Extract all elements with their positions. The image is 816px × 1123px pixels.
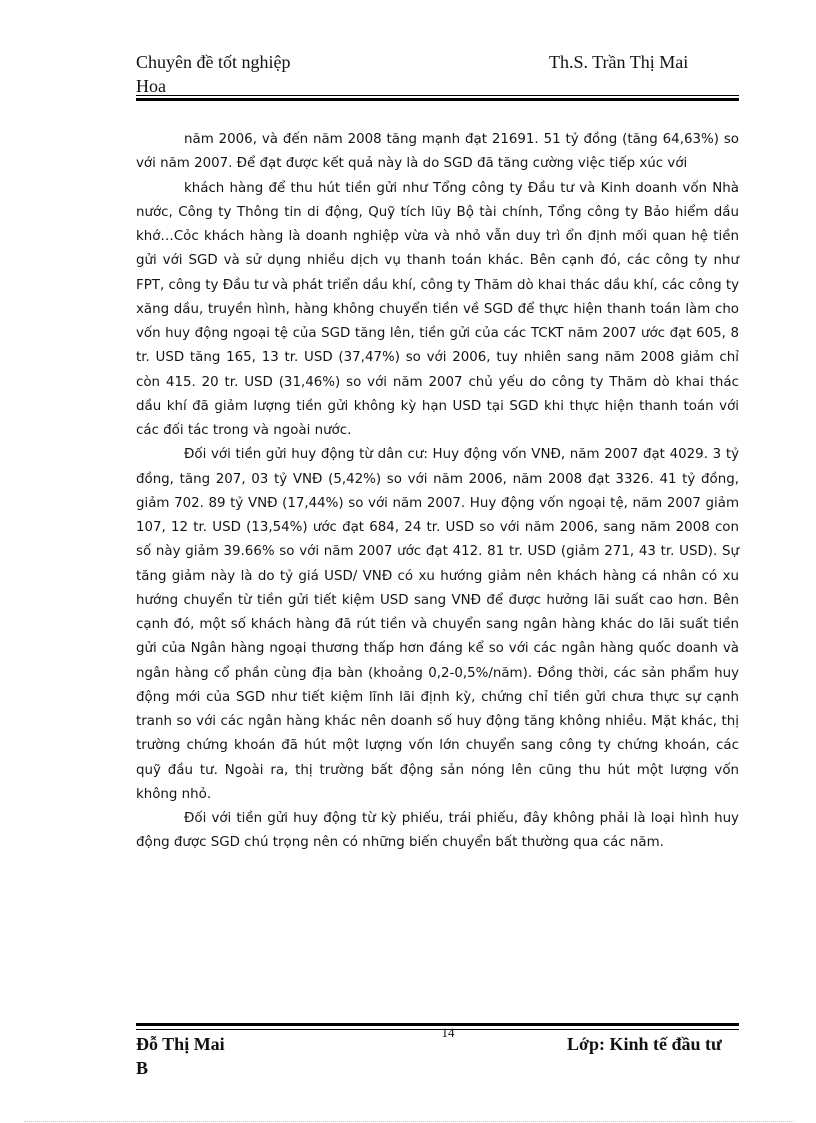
header-rule-thick — [136, 98, 739, 101]
header-title-line2: Hoa — [136, 76, 166, 96]
footer-class: Lớp: Kinh tế đầu tư — [567, 1034, 722, 1054]
page-number: 14 — [441, 1025, 455, 1040]
paragraph-2: khách hàng để thu hút tiền gửi như Tổng công ty Đầu tư và Kinh doanh vốn Nhà nước, Công ty Thông tin di động, Quỹ tích lũy Bộ tài chính, Tổng công ty Bảo hiểm dầu khớ…Cỏc khách hàng là doanh nghiệp vừa và nhỏ vẫn duy trì ổn định mối quan hệ tiền gửi với SGD và sử dụng nhiều dịch vụ thanh toán khác. Bên cạnh đó, các công ty như FPT, công ty Đầu tư và phát triển dầu khí, công ty Thăm dò khai thác dầu khí, các công ty xăng dầu, truyền hình, hàng không chuyển tiền về SGD để thực hiện thanh toán làm cho vốn huy động ngoại tệ của SGD tăng lên, tiền gửi của các TCKT năm 2007 ước đạt 605, 8 tr. USD tăng 165, 13 tr. USD (37,47%) so với 2006, tuy nhiên sang năm 2008 giảm chỉ còn 415. 20 tr. USD (31,46%) so với năm 2007 chủ yếu do công ty Thăm dò khai thác dầu khí đã giảm lượng tiền gửi không kỳ hạn USD tại SGD khi thực hiện thanh toán với các đối tác trong và ngoài nước. — [136, 180, 739, 438]
header-title-line1: Chuyên đề tốt nghiệp — [136, 52, 291, 72]
document-body — [136, 128, 739, 856]
paragraph-3: Đối với tiền gửi huy động từ dân cư: Huy động vốn VNĐ, năm 2007 đạt 4029. 3 tỷ đồng, tăng 207, 03 tỷ VNĐ (5,42%) so với năm 2006, năm 2008 đạt 3326. 41 tỷ đồng, giảm 702. 89 tỷ VNĐ (17,44%) so với năm 2007. Huy động vốn ngoại tệ, năm 2007 giảm 107, 12 tr. USD (13,54%) ước đạt 684, 24 tr. USD so với năm 2006, sang năm 2008 con số này giảm 39.66% so với năm 2007 ước đạt 412. 81 tr. USD (giảm 271, 43 tr. USD). Sự tăng giảm này là do tỷ giá USD/ VNĐ có xu hướng giảm nên khách hàng cá nhân có xu hướng chuyển từ tiền gửi tiết kiệm USD sang VNĐ để được hưởng lãi suất cao hơn. Bên cạnh đó, một số khách hàng đã rút tiền và chuyển sang ngân hàng khác do lãi suất tiền gửi của Ngân hàng ngoại thương thấp hơn đáng kể so với các ngân hàng quốc doanh và ngân hàng cổ phần cùng địa bàn (khoảng 0,2-0,5%/năm). Đồng thời, các sản phẩm huy động mới của SGD như tiết kiệm lĩnh lãi định kỳ, chứng chỉ tiền gửi chưa thực sự cạnh tranh so với các ngân hàng khác nên doanh số huy động tăng không nhiều. Mặt khác, thị trường chứng khoán đã hút một lượng vốn lớn chuyển sang công ty chứng khoán, các quỹ đầu tư. Ngoài ra, thị trường bất động sản nóng lên cũng thu hút một lượng vốn không nhỏ. — [136, 447, 739, 802]
footer-student-line2: B — [136, 1058, 149, 1078]
header-author: Th.S. Trần Thị Mai — [549, 52, 689, 72]
footer-student — [136, 1032, 256, 1080]
footer-student-line1: Đỗ Thị Mai — [136, 1034, 225, 1054]
page-edge-divider — [24, 1121, 794, 1122]
header-left — [136, 50, 336, 98]
paragraph-1: năm 2006, và đến năm 2008 tăng mạnh đạt 21691. 51 tỷ đồng (tăng 64,63%) so với năm 2007. Để đạt được kết quả này là do SGD đã tăng cường việc tiếp xúc với — [136, 132, 739, 172]
header-rule-thin — [136, 95, 739, 96]
paragraph-4: Đối với tiền gửi huy động từ kỳ phiếu, trái phiếu, đây không phải là loại hình huy động được SGD chú trọng nên có những biến chuyển bất thường qua các năm. — [136, 811, 739, 851]
